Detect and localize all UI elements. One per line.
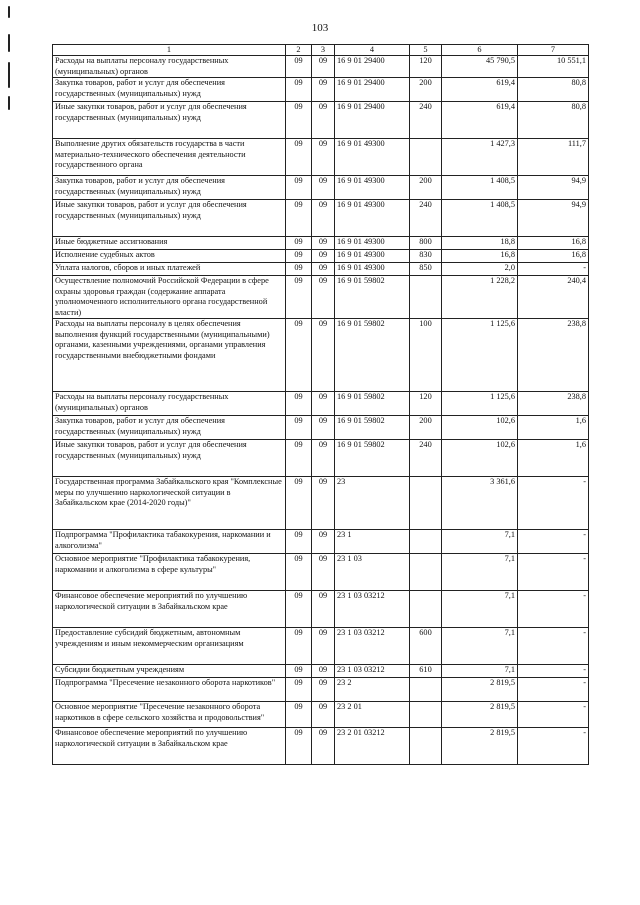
subsection-code: 09 (312, 440, 335, 477)
row-name: Иные закупки товаров, работ и услуг для обеспечения государственных (муниципальных) нужд (53, 200, 286, 237)
row-name: Подпрограмма "Профилактика табакокурения, наркомании и алкоголизма" (53, 530, 286, 554)
subsection-code: 09 (312, 276, 335, 319)
row-name: Расходы на выплаты персоналу государственных (муниципальных) органов (53, 392, 286, 416)
target-article-code: 23 (335, 477, 410, 530)
column-number-row (53, 45, 589, 56)
amount-approved: 1 408,5 (442, 200, 518, 237)
amount-approved: 1 427,3 (442, 139, 518, 176)
table-row (53, 319, 589, 392)
amount-executed: 94,9 (518, 200, 589, 237)
expense-type-code (410, 554, 442, 591)
section-code: 09 (286, 276, 312, 319)
table-row (53, 392, 589, 416)
subsection-code: 09 (312, 263, 335, 276)
table-row (53, 263, 589, 276)
table-row (53, 200, 589, 237)
target-article-code: 16 9 01 29400 (335, 56, 410, 78)
amount-approved: 7,1 (442, 591, 518, 628)
section-code: 09 (286, 530, 312, 554)
amount-approved: 619,4 (442, 102, 518, 139)
row-name: Исполнение судебных актов (53, 250, 286, 263)
section-code: 09 (286, 250, 312, 263)
table-row (53, 440, 589, 477)
row-name: Расходы на выплаты персоналу государственных (муниципальных) органов (53, 56, 286, 78)
expense-type-code (410, 477, 442, 530)
binding-marks (5, 0, 17, 120)
expense-type-code: 200 (410, 176, 442, 200)
amount-executed: 80,8 (518, 102, 589, 139)
amount-approved: 18,8 (442, 237, 518, 250)
section-code: 09 (286, 237, 312, 250)
amount-executed: 16,8 (518, 250, 589, 263)
amount-approved: 7,1 (442, 554, 518, 591)
target-article-code: 16 9 01 49300 (335, 263, 410, 276)
amount-approved: 2 819,5 (442, 678, 518, 702)
subsection-code: 09 (312, 665, 335, 678)
target-article-code: 16 9 01 49300 (335, 176, 410, 200)
target-article-code: 16 9 01 29400 (335, 102, 410, 139)
row-name: Предоставление субсидий бюджетным, автономным учреждениям и иным некоммерческим организациям (53, 628, 286, 665)
section-code: 09 (286, 78, 312, 102)
amount-executed: 1,6 (518, 416, 589, 440)
row-name: Иные бюджетные ассигнования (53, 237, 286, 250)
expense-type-code: 200 (410, 416, 442, 440)
amount-executed: 111,7 (518, 139, 589, 176)
section-code: 09 (286, 102, 312, 139)
target-article-code: 16 9 01 59802 (335, 392, 410, 416)
amount-executed: - (518, 665, 589, 678)
target-article-code: 23 1 03 03212 (335, 591, 410, 628)
subsection-code: 09 (312, 728, 335, 765)
section-code: 09 (286, 56, 312, 78)
amount-approved: 3 361,6 (442, 477, 518, 530)
row-name: Финансовое обеспечение мероприятий по улучшению наркологической ситуации в Забайкальском крае (53, 728, 286, 765)
target-article-code: 16 9 01 59802 (335, 416, 410, 440)
expense-type-code (410, 728, 442, 765)
amount-executed: 240,4 (518, 276, 589, 319)
column-header: 7 (518, 45, 589, 56)
subsection-code: 09 (312, 477, 335, 530)
expense-type-code: 600 (410, 628, 442, 665)
row-name: Подпрограмма "Пресечение незаконного оборота наркотиков" (53, 678, 286, 702)
amount-approved: 2,0 (442, 263, 518, 276)
expense-type-code: 800 (410, 237, 442, 250)
table-row (53, 702, 589, 728)
expense-type-code: 240 (410, 440, 442, 477)
amount-executed: - (518, 554, 589, 591)
section-code: 09 (286, 200, 312, 237)
expense-type-code (410, 139, 442, 176)
subsection-code: 09 (312, 139, 335, 176)
column-header: 6 (442, 45, 518, 56)
subsection-code: 09 (312, 591, 335, 628)
section-code: 09 (286, 702, 312, 728)
expense-type-code: 120 (410, 392, 442, 416)
section-code: 09 (286, 139, 312, 176)
amount-executed: 238,8 (518, 392, 589, 416)
target-article-code: 23 2 01 (335, 702, 410, 728)
subsection-code: 09 (312, 200, 335, 237)
subsection-code: 09 (312, 628, 335, 665)
row-name: Государственная программа Забайкальского края "Комплексные меры по улучшению наркологической ситуации в Забайкальском крае (2014-2020 годы)" (53, 477, 286, 530)
table-row (53, 276, 589, 319)
target-article-code: 16 9 01 49300 (335, 237, 410, 250)
amount-executed: - (518, 702, 589, 728)
section-code: 09 (286, 440, 312, 477)
amount-approved: 102,6 (442, 440, 518, 477)
section-code: 09 (286, 665, 312, 678)
amount-executed: - (518, 591, 589, 628)
row-name: Осуществление полномочий Российской Федерации в сфере охраны здоровья граждан (содержание аппарата уполномоченного исполнительного органа государственной власти) (53, 276, 286, 319)
section-code: 09 (286, 176, 312, 200)
budget-table (52, 44, 589, 765)
amount-executed: - (518, 728, 589, 765)
amount-approved: 7,1 (442, 530, 518, 554)
section-code: 09 (286, 477, 312, 530)
table-row (53, 728, 589, 765)
target-article-code: 23 1 03 (335, 554, 410, 591)
target-article-code: 23 1 03 03212 (335, 628, 410, 665)
expense-type-code (410, 702, 442, 728)
target-article-code: 16 9 01 59802 (335, 319, 410, 392)
section-code: 09 (286, 678, 312, 702)
expense-type-code: 240 (410, 102, 442, 139)
section-code: 09 (286, 416, 312, 440)
column-header: 1 (53, 45, 286, 56)
row-name: Расходы на выплаты персоналу в целях обеспечения выполнения функций государственными (муниципальными) органами, казенными учреждениями, органами управления государственными внебюджетными фондами (53, 319, 286, 392)
target-article-code: 23 1 (335, 530, 410, 554)
section-code: 09 (286, 319, 312, 392)
expense-type-code: 200 (410, 78, 442, 102)
amount-executed: 16,8 (518, 237, 589, 250)
target-article-code: 16 9 01 59802 (335, 276, 410, 319)
row-name: Основное мероприятие "Пресечение незаконного оборота наркотиков в сфере сельского хозяйства и продовольствия" (53, 702, 286, 728)
expense-type-code: 850 (410, 263, 442, 276)
expense-type-code (410, 530, 442, 554)
subsection-code: 09 (312, 102, 335, 139)
amount-executed: 10 551,1 (518, 56, 589, 78)
amount-approved: 2 819,5 (442, 702, 518, 728)
amount-approved: 7,1 (442, 665, 518, 678)
table-row (53, 554, 589, 591)
table-row (53, 237, 589, 250)
section-code: 09 (286, 728, 312, 765)
table-row (53, 102, 589, 139)
amount-executed: 80,8 (518, 78, 589, 102)
subsection-code: 09 (312, 176, 335, 200)
row-name: Иные закупки товаров, работ и услуг для обеспечения государственных (муниципальных) нужд (53, 440, 286, 477)
table-row (53, 78, 589, 102)
expense-type-code (410, 678, 442, 702)
table-row (53, 530, 589, 554)
amount-approved: 1 228,2 (442, 276, 518, 319)
subsection-code: 09 (312, 554, 335, 591)
expense-type-code: 100 (410, 319, 442, 392)
page-number: 103 (311, 22, 329, 34)
target-article-code: 16 9 01 59802 (335, 440, 410, 477)
subsection-code: 09 (312, 237, 335, 250)
amount-executed: - (518, 263, 589, 276)
row-name: Иные закупки товаров, работ и услуг для обеспечения государственных (муниципальных) нужд (53, 102, 286, 139)
target-article-code: 16 9 01 29400 (335, 78, 410, 102)
target-article-code: 23 1 03 03212 (335, 665, 410, 678)
subsection-code: 09 (312, 416, 335, 440)
section-code: 09 (286, 392, 312, 416)
target-article-code: 23 2 (335, 678, 410, 702)
subsection-code: 09 (312, 702, 335, 728)
amount-executed: - (518, 530, 589, 554)
amount-approved: 619,4 (442, 78, 518, 102)
amount-approved: 16,8 (442, 250, 518, 263)
table-row (53, 591, 589, 628)
column-header: 3 (312, 45, 335, 56)
expense-type-code: 120 (410, 56, 442, 78)
row-name: Закупка товаров, работ и услуг для обеспечения государственных (муниципальных) нужд (53, 78, 286, 102)
subsection-code: 09 (312, 392, 335, 416)
amount-approved: 102,6 (442, 416, 518, 440)
amount-executed: - (518, 628, 589, 665)
subsection-code: 09 (312, 319, 335, 392)
row-name: Уплата налогов, сборов и иных платежей (53, 263, 286, 276)
amount-approved: 7,1 (442, 628, 518, 665)
target-article-code: 23 2 01 03212 (335, 728, 410, 765)
amount-executed: 238,8 (518, 319, 589, 392)
table-row (53, 678, 589, 702)
subsection-code: 09 (312, 250, 335, 263)
target-article-code: 16 9 01 49300 (335, 250, 410, 263)
row-name: Финансовое обеспечение мероприятий по улучшению наркологической ситуации в Забайкальском крае (53, 591, 286, 628)
table-row (53, 250, 589, 263)
section-code: 09 (286, 263, 312, 276)
section-code: 09 (286, 628, 312, 665)
table-row (53, 665, 589, 678)
target-article-code: 16 9 01 49300 (335, 139, 410, 176)
amount-approved: 1 125,6 (442, 319, 518, 392)
amount-approved: 2 819,5 (442, 728, 518, 765)
row-name: Субсидии бюджетным учреждениям (53, 665, 286, 678)
row-name: Основное мероприятие "Профилактика табакокурения, наркомании и алкоголизма в сфере культуры" (53, 554, 286, 591)
amount-executed: - (518, 678, 589, 702)
row-name: Выполнение других обязательств государства в части материально-технического обеспечения деятельности государственного органа (53, 139, 286, 176)
section-code: 09 (286, 554, 312, 591)
amount-executed: 1,6 (518, 440, 589, 477)
row-name: Закупка товаров, работ и услуг для обеспечения государственных (муниципальных) нужд (53, 416, 286, 440)
table-row (53, 416, 589, 440)
subsection-code: 09 (312, 56, 335, 78)
amount-executed: - (518, 477, 589, 530)
column-header: 2 (286, 45, 312, 56)
row-name: Закупка товаров, работ и услуг для обеспечения государственных (муниципальных) нужд (53, 176, 286, 200)
expense-type-code (410, 591, 442, 628)
subsection-code: 09 (312, 530, 335, 554)
table-row (53, 139, 589, 176)
subsection-code: 09 (312, 678, 335, 702)
subsection-code: 09 (312, 78, 335, 102)
expense-type-code: 830 (410, 250, 442, 263)
table-row (53, 176, 589, 200)
amount-approved: 45 790,5 (442, 56, 518, 78)
expense-type-code: 610 (410, 665, 442, 678)
table-row (53, 477, 589, 530)
amount-approved: 1 125,6 (442, 392, 518, 416)
expense-type-code (410, 276, 442, 319)
table-row (53, 628, 589, 665)
table-row (53, 56, 589, 78)
section-code: 09 (286, 591, 312, 628)
expense-type-code: 240 (410, 200, 442, 237)
amount-approved: 1 408,5 (442, 176, 518, 200)
target-article-code: 16 9 01 49300 (335, 200, 410, 237)
amount-executed: 94,9 (518, 176, 589, 200)
column-header: 4 (335, 45, 410, 56)
column-header: 5 (410, 45, 442, 56)
